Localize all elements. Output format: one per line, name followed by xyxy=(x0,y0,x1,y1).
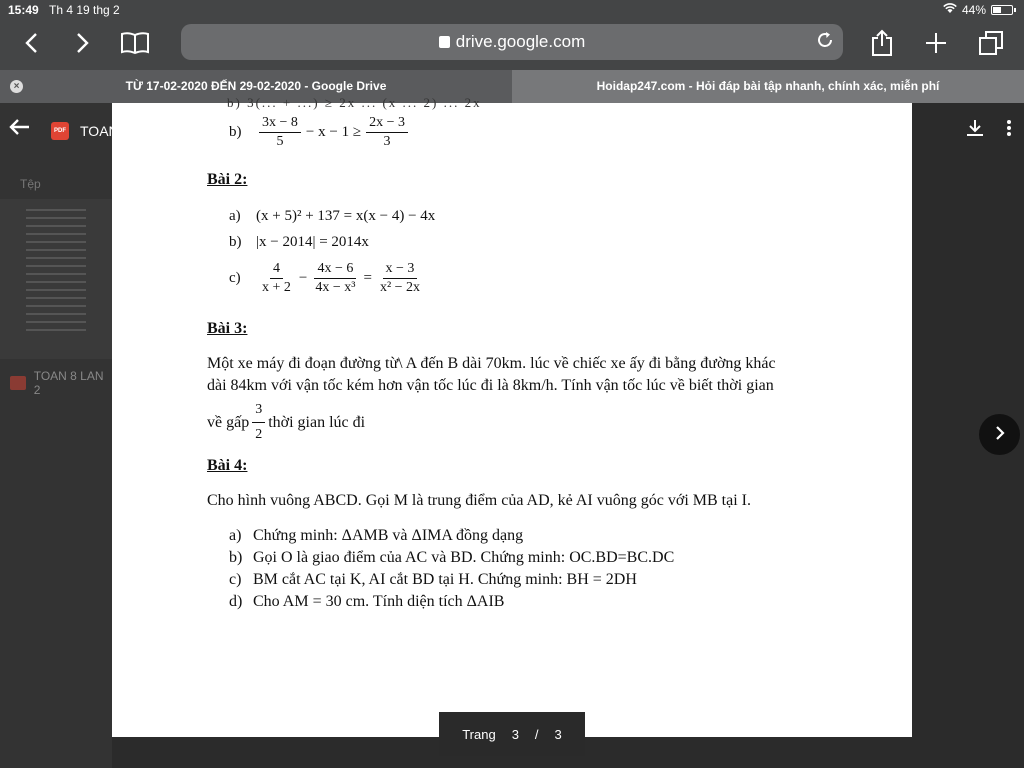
list-item xyxy=(229,549,674,571)
pdf-icon xyxy=(10,376,26,390)
more-options-button[interactable] xyxy=(1006,119,1012,143)
bai4-heading: Bài 4: xyxy=(207,457,248,474)
operator: − x − 1 ≥ xyxy=(305,124,362,140)
tab-title: Hoidap247.com - Hỏi đáp bài tập nhanh, chính xác, miễn phí xyxy=(596,79,940,93)
numerator: 3 xyxy=(252,399,265,423)
item-label: d) xyxy=(229,593,243,610)
list-item xyxy=(229,527,674,549)
numerator: x − 3 xyxy=(383,261,418,279)
item-label: b) xyxy=(229,549,243,566)
cut-off-line: b) 3(... + ...) ≥ 2x ... (x ... 2) ... 2x xyxy=(227,95,482,110)
status-right xyxy=(943,3,1016,17)
numerator: 3x − 8 xyxy=(259,115,301,133)
close-viewer-button[interactable] xyxy=(8,115,30,143)
status-date: Th 4 19 thg 2 xyxy=(49,3,120,17)
download-button[interactable] xyxy=(966,119,984,143)
viewer-header xyxy=(0,103,1024,159)
tab-bar xyxy=(0,70,1024,103)
item-label: c) xyxy=(229,571,242,588)
item-label: b) xyxy=(229,234,242,250)
side-file-name: TOAN 8 LAN 2 xyxy=(33,369,104,397)
chevron-right-icon xyxy=(995,425,1005,441)
denominator: x² − 2x xyxy=(379,280,421,295)
drive-background xyxy=(0,103,112,768)
header-actions xyxy=(966,119,1012,143)
text-fragment: về gấp xyxy=(207,413,250,431)
new-tab-button[interactable] xyxy=(920,28,952,58)
operator: − xyxy=(298,270,308,286)
bai2-c xyxy=(229,261,426,296)
plus-icon xyxy=(924,31,948,55)
next-file-button[interactable] xyxy=(979,414,1020,455)
lock-icon xyxy=(439,36,450,48)
tab-title: TỪ 17-02-2020 ĐẾN 29-02-2020 - Google Drive xyxy=(125,79,387,93)
item-label: b) xyxy=(229,124,242,140)
bookmarks-button[interactable] xyxy=(119,28,151,58)
bai4-intro: Cho hình vuông ABCD. Gọi M là trung điểm của AD, kẻ AI vuông góc với MB tại I. xyxy=(207,492,751,509)
text-line xyxy=(207,399,847,446)
denominator: 3 xyxy=(383,134,391,149)
file-title: TOAN 8 LAN 2.pdf xyxy=(80,123,197,139)
bai3-heading: Bài 3: xyxy=(207,320,248,337)
files-label: Tệp xyxy=(20,177,41,191)
equation: |x − 2014| = 2014x xyxy=(256,234,369,250)
file-thumbnail[interactable] xyxy=(0,199,112,359)
list-item xyxy=(229,571,674,593)
reload-icon xyxy=(815,30,835,50)
bai2-a xyxy=(229,208,435,225)
download-icon xyxy=(966,119,984,137)
status-bar xyxy=(0,0,1024,20)
chevron-left-icon xyxy=(24,32,38,54)
page-indicator xyxy=(439,712,585,756)
current-page: 3 xyxy=(511,726,519,742)
total-pages: 3 xyxy=(554,726,562,742)
battery-tip xyxy=(1014,8,1016,12)
text-line: Một xe máy đi đoạn đường từ\ A đến B dài 70km. lúc về chiếc xe ấy đi bằng đường khác xyxy=(207,355,776,372)
bai2-heading: Bài 2: xyxy=(207,171,248,188)
back-button[interactable] xyxy=(15,28,47,58)
url-text: drive.google.com xyxy=(455,32,586,51)
fraction xyxy=(252,399,265,446)
fraction xyxy=(312,261,358,296)
page-separator: / xyxy=(534,726,539,742)
address-bar[interactable] xyxy=(181,24,843,60)
arrow-left-icon xyxy=(8,118,30,136)
battery-icon xyxy=(991,5,1013,15)
close-icon[interactable]: × xyxy=(10,80,23,93)
item-label: a) xyxy=(229,527,242,544)
denominator: 4x − x³ xyxy=(315,280,356,295)
bai2-b xyxy=(229,234,369,251)
tabs-icon xyxy=(978,30,1004,56)
denominator: 5 xyxy=(276,134,284,149)
item-text: BM cắt AC tại K, AI cắt BD tại H. Chứng minh: BH = 2DH xyxy=(253,571,637,588)
item-label: a) xyxy=(229,208,241,224)
browser-toolbar xyxy=(0,20,1024,70)
denominator: 2 xyxy=(255,427,263,442)
item-label: c) xyxy=(229,270,241,286)
wifi-icon xyxy=(943,3,957,17)
pdf-page xyxy=(112,95,912,737)
page-label: Trang xyxy=(462,726,496,742)
text-fragment: thời gian lúc đi xyxy=(268,413,366,431)
list-item xyxy=(229,593,674,615)
numerator: 2x − 3 xyxy=(366,115,408,133)
fraction xyxy=(377,261,423,296)
share-icon xyxy=(871,29,893,57)
reload-button[interactable] xyxy=(815,30,835,56)
forward-button[interactable] xyxy=(67,28,99,58)
share-button[interactable] xyxy=(866,28,898,58)
equation: (x + 5)² + 137 = x(x − 4) − 4x xyxy=(256,208,436,224)
more-vert-icon xyxy=(1006,119,1012,137)
bai4-list xyxy=(229,527,674,615)
status-time: 15:49 xyxy=(8,3,39,17)
item-text: Chứng minh: ΔAMB và ΔIMA đồng dạng xyxy=(253,527,524,544)
numerator: 4x − 6 xyxy=(314,261,356,279)
item-text: Cho AM = 30 cm. Tính diện tích ΔAIB xyxy=(253,593,505,610)
chevron-right-icon xyxy=(76,32,90,54)
side-file-item[interactable] xyxy=(10,369,112,397)
denominator: x + 2 xyxy=(262,280,291,295)
fraction xyxy=(259,261,294,296)
book-icon xyxy=(120,31,150,55)
url-display[interactable] xyxy=(181,32,843,52)
pdf-icon: PDF xyxy=(51,122,69,140)
drive-pdf-viewer xyxy=(0,95,1024,768)
battery-percent: 44% xyxy=(961,3,986,17)
text-line: dài 84km với vận tốc kém hơn vận tốc lúc đi là 8km/h. Tính vận tốc lúc về biết thời gian xyxy=(207,377,774,394)
bai3-text xyxy=(207,353,847,446)
item-text: Gọi O là giao điểm của AC và BD. Chứng minh: OC.BD=BC.DC xyxy=(253,549,675,566)
tab-hoidap247[interactable] xyxy=(512,70,1024,103)
tabs-overview-button[interactable] xyxy=(975,28,1007,58)
operator: = xyxy=(363,270,372,286)
numerator: 4 xyxy=(270,261,283,279)
